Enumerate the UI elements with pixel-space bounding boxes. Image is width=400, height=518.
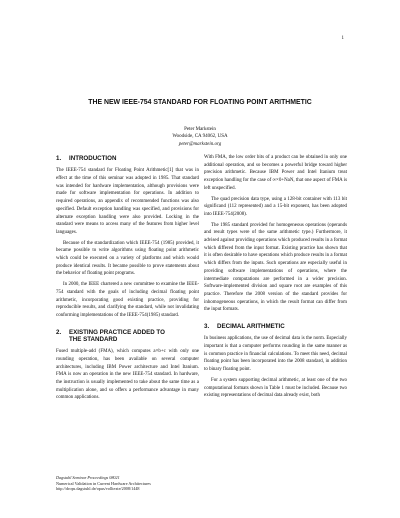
paragraph: For a system supporting decimal arithmetic, at least one of the two computational formats shown in Table 1 must be included. Because two existing representations of decimal data already exist, both bbox=[204, 377, 347, 399]
author-name: Peter Markstein bbox=[184, 127, 216, 132]
footer-proceedings: Dagstuhl Seminar Proceedings 08021 bbox=[56, 475, 120, 480]
author-email[interactable]: peter@markstein.org bbox=[178, 141, 222, 147]
right-column bbox=[204, 154, 347, 403]
paper-title: THE NEW IEEE-754 STANDARD FOR FLOATING POINT ARITHMETIC bbox=[88, 99, 312, 106]
paragraph: In business applications, the use of decimal data is the norm. Especially important is that a computer performs rounding in the same manner as is common practice in financial calculations. To meet this need, decimal floating point has been incorporated into the 2008 standard, in addition to binary floating point. bbox=[204, 336, 347, 373]
left-column bbox=[56, 155, 199, 405]
paragraph: The 1985 standard provided for homogeneous operations (operands and result types were of the same arithmetic type.) Furthermore, it advised against providing operations which produced results in a format which differed from the input format. Existing practice has shown that it is often desirable to have operations which produce results in a format which differs from the inputs. Such operations are especially useful in providing software implementations of operations, where the intermediate computations are performed in a wider precision. Software-implemented division and square root are examples of this practice. Therefore the 2008 version of the standard provides for inhomogeneous operations, in which the result format can differ from the input formats. bbox=[204, 222, 347, 313]
footer-url[interactable]: http://drops.dagstuhl.de/opus/volltexte/2008/1448 bbox=[56, 486, 140, 492]
section-heading-decimal-arithmetic: 3. DECIMAL ARITHMETIC bbox=[204, 323, 285, 331]
author-location: Woodside, CA 94062, USA bbox=[172, 134, 228, 140]
footer-seminar-title: Numerical Validation in Current Hardware Architectures bbox=[56, 480, 151, 486]
page-number: 1 bbox=[341, 36, 344, 41]
section-heading-introduction: 1. INTRODUCTION bbox=[56, 155, 117, 162]
author-block bbox=[0, 126, 400, 148]
section-heading-existing-practice: 2. EXISTING PRACTICE ADDED TO THE STANDARD bbox=[56, 328, 165, 343]
paragraph: The IEEE-754 standard for Floating Point Arithmetic[1] that was in effect at the time of this seminar was adopted in 1985. That standard was intended for hardware implementation, although provisions were made for software implementation for operations. In addition to required operations, an appendix of recommended functions was also specified. Default exception handling was specified, and provisions for alternate exception handling were also provided. Locking in the standard were means to access many of the features from higher level languages. bbox=[56, 168, 199, 235]
paragraph: Because of the standardization which IEEE-754 (1985) provided, it became possible to write algorithms using floating point arithmetic which could be executed on a variety of platforms and which would produce identical results. It became possible to prove statements about the behavior of floating point programs. bbox=[56, 240, 199, 277]
paragraph: In 2000, the IEEE chartered a new committee to examine the IEEE-754 standard with the goals of including decimal floating point arithmetic, incorporating good existing practice, providing for reproducible results, and clarifying the standard, while not invalidating conforming implementations of the IEEE-754(1985) standard. bbox=[56, 282, 199, 318]
paragraph: The quad precision data type, using a 128-bit container with 113 bit significand (112 represented) and a 15-bit exponent, has been adopted into IEEE-754(2008). bbox=[204, 196, 347, 217]
paragraph: With FMA, the low order bits of a product can be obtained in only one additional operation, and so becomes a powerful bridge toward higher precision arithmetic. Because IBM Power and Intel Itanium treat exception handling for the case of ∞×0+NaN, that one aspect of FMA is left unspecified. bbox=[204, 155, 347, 191]
paragraph: Fused multiple-add (FMA), which computes a×b+c with only one rounding operation, has been available on several computer architectures, including IBM Power architecture and Intel Itanium. FMA is now an operation in the new IEEE-754 standard. In hardware, the instruction is usually implemented to take about the same time as a multiplication alone, and so offers a performance advantage in many common applications. bbox=[56, 349, 199, 401]
footer-citation bbox=[56, 475, 256, 492]
